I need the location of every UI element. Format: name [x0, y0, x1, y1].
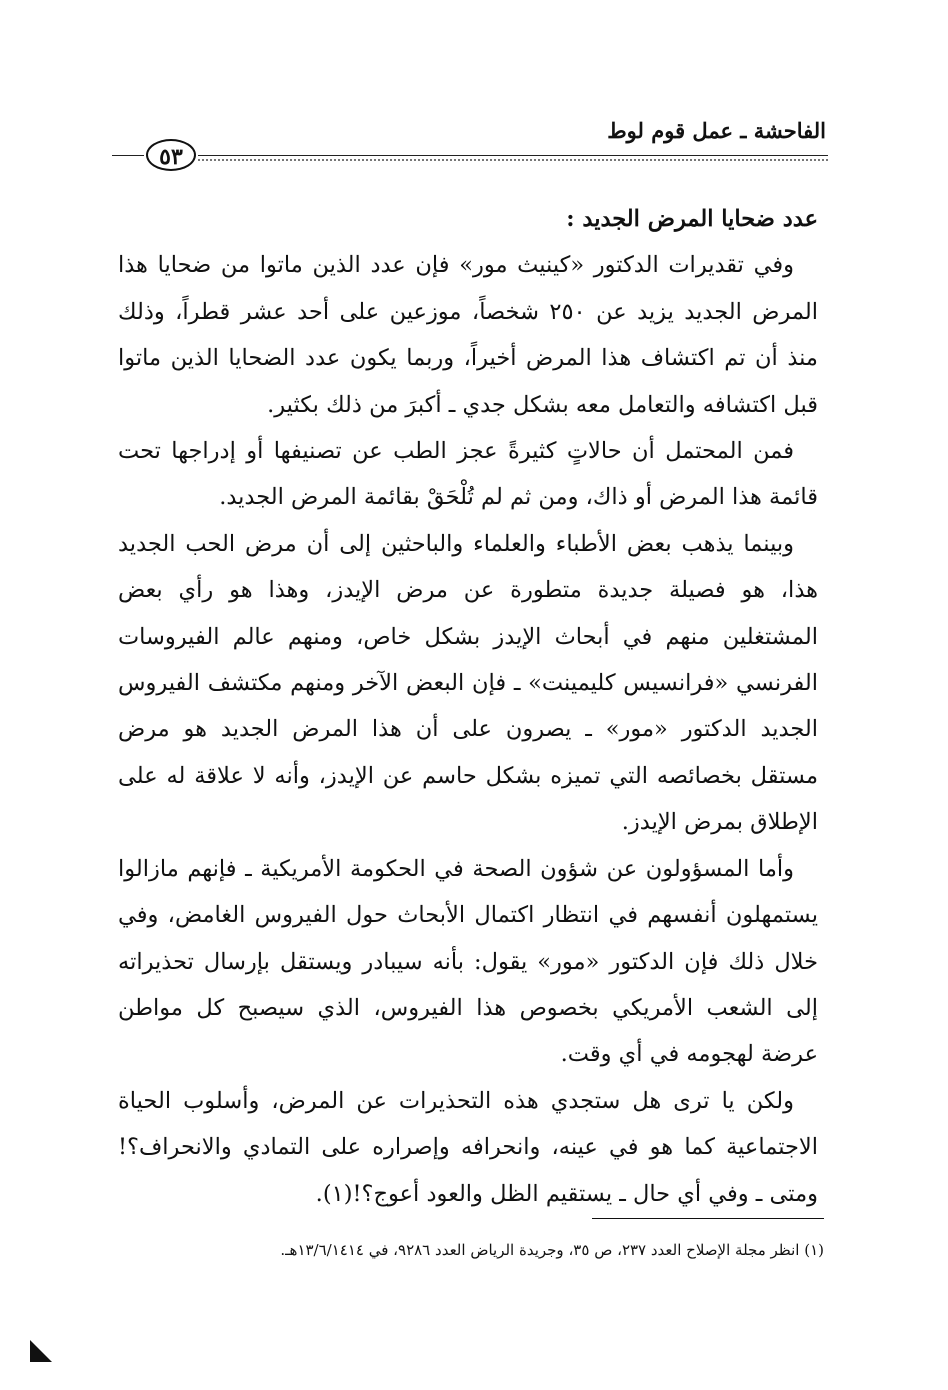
- paragraph: فمن المحتمل أن حالاتٍ كثيرةً عجز الطب عن تصنيفها أو إدراجها تحت قائمة هذا المرض أو ذاك، ومن ثم لم تُلْحَقْ بقائمة المرض الجديد.: [118, 438, 818, 511]
- paragraph: وأما المسؤولون عن شؤون الصحة في الحكومة الأمريكية ـ فإنهم مازالوا يستمهلون أنفسهم في انتظار اكتمال الأبحاث حول الفيروس الغامض، وفي خلال ذلك فإن الدكتور «مور» يقول: بأنه سيبادر ويستقل بإرسال تحذيراته إلى الشعب الأمريكي بخصوص هذا الفيروس، الذي سيصبح كل مواطن عرضة لهجومه في أي وقت.: [118, 855, 818, 1068]
- paragraph: ولكن يا ترى هل ستجدي هذه التحذيرات عن المرض، وأسلوب الحياة الاجتماعية كما هو في عينه، وانحرافه وإصراره على التمادي والانحراف؟! ومتى ـ وفي أي حال ـ يستقيم الظل والعود أعوج؟!(١).: [118, 1087, 818, 1207]
- header-rule-left: [112, 155, 144, 156]
- page-number: ٥٣: [146, 139, 196, 171]
- paragraph: وفي تقديرات الدكتور «كينيث مور» فإن عدد الذين ماتوا من ضحايا هذا المرض الجديد يزيد عن ٢٥٠ شخصاً، موزعين على أحد عشر قطراً، وذلك منذ أن تم اكتشاف هذا المرض أخيراً، وربما يكون عدد الضحايا الذين ماتوا قبل اكتشافه والتعامل معه بشكل جدي ـ أكبرَ من ذلك بكثير.: [118, 252, 818, 418]
- running-title: الفاحشة ـ عمل قوم لوط: [607, 118, 826, 143]
- header-rule: [198, 155, 828, 156]
- section-heading: عدد ضحايا المرض الجديد :: [566, 206, 818, 232]
- header-rule-dotted: [198, 159, 828, 161]
- corner-triangle-mark: [30, 1340, 52, 1362]
- footnote: (١) انظر مجلة الإصلاح العدد ٢٣٧، ص ٣٥، وجريدة الرياض العدد ٩٢٨٦، في ١٣/٦/١٤١٤هـ.: [280, 1241, 824, 1259]
- paragraph: وبينما يذهب بعض الأطباء والعلماء والباحثين إلى أن مرض الحب الجديد هذا، هو فصيلة جديدة متطورة عن مرض الإيدز، وهذا هو رأي بعض المشتغلين منهم في أبحاث الإيدز بشكل خاص، ومنهم عالم الفيروسات الفرنسي «فرانسيس كليمينت» ـ فإن البعض الآخر ومنهم مكتشف الفيروس الجديد الدكتور «مور» ـ يصرون على أن هذا المرض الجديد هو مرض مستقل بخصائصه التي تميزه بشكل حاسم عن الإيدز، وأنه لا علاقة له على الإطلاق بمرض الإيدز.: [118, 530, 818, 836]
- footnote-separator: [592, 1218, 824, 1219]
- body-text: [118, 196, 818, 1217]
